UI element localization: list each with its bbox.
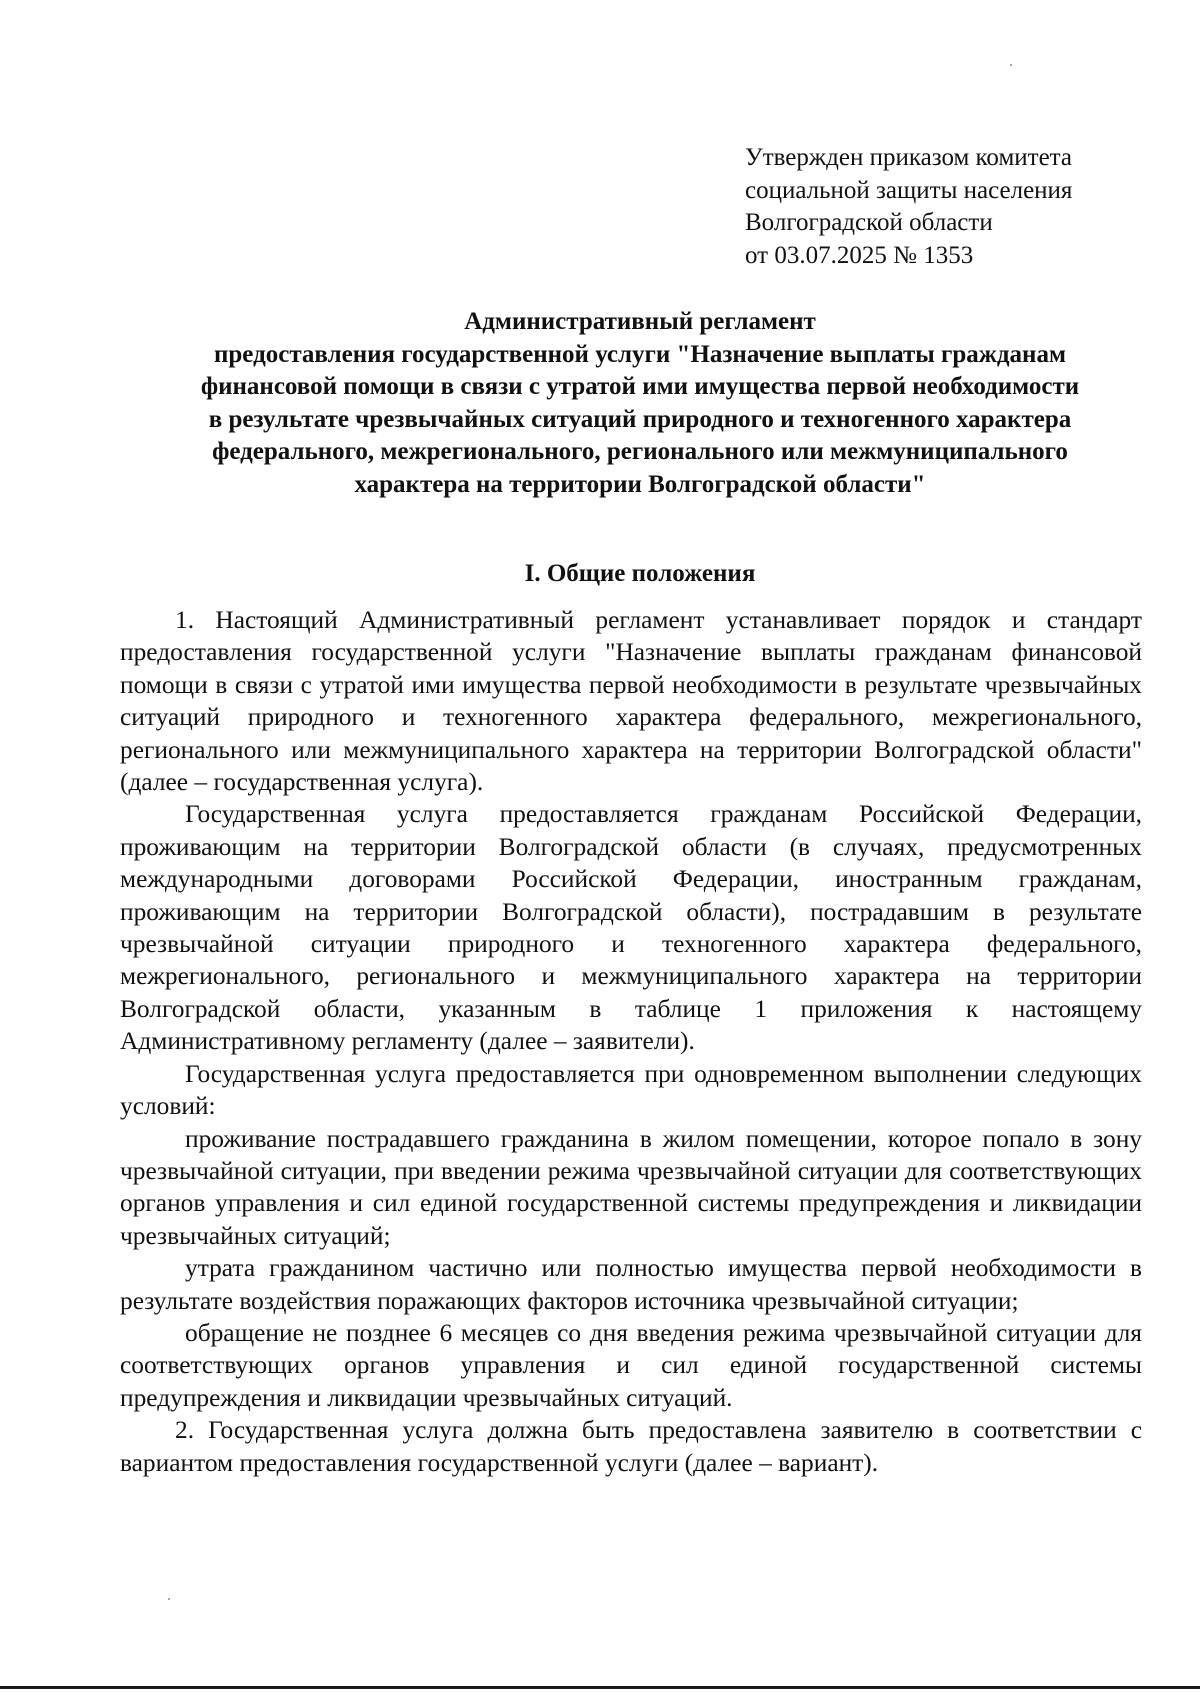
title-line: в результате чрезвычайных ситуаций природного и техногенного характера: [208, 405, 1072, 433]
section-heading: I. Общие положения: [524, 560, 756, 587]
approval-date-number: от 03.07.2025 № 1353: [745, 241, 974, 269]
paragraph-3: Государственная услуга предоставляется при одновременном выполнении следующих условий:: [120, 1059, 1142, 1121]
title-line: характера на территории Волгоградской области": [354, 470, 926, 498]
scan-edge-line: [0, 1686, 1200, 1689]
paragraph-condition-1: проживание пострадавшего гражданина в жилом помещении, которое попало в зону чрезвычайной ситуации, при введении режима чрезвычайной ситуации для соответствующих органов управления и сил единой государственной системы предупреждения и ликвидации чрезвычайных ситуаций;: [120, 1124, 1142, 1250]
paragraph-2-numbered: 2. Государственная услуга должна быть предоставлена заявителю в соответствии с вариантом предоставления государственной услуги (далее – вариант).: [120, 1416, 1142, 1477]
paragraph-1: 1. Настоящий Административный регламент устанавливает порядок и стандарт предоставления государственной услуги "Назначение выплаты гражданам финансовой помощи в связи с утратой ими имущества первой необходимости в результате чрезвычайных ситуаций природного и техногенного характера федерального, межрегионального, регионального или межмуниципального характера на территории Волгоградской области" (далее – государственная услуга).: [120, 606, 1142, 797]
paragraph-condition-3: обращение не позднее 6 месяцев со дня введения режима чрезвычайной ситуации для соответствующих органов управления и сил единой государственной системы предупреждения и ликвидации чрезвычайных ситуаций.: [120, 1318, 1142, 1412]
title-line: финансовой помощи в связи с утратой ими имущества первой необходимости: [200, 373, 1080, 400]
title-line: федерального, межрегионального, регионального или межмуниципального: [212, 438, 1068, 465]
scan-speck: [1010, 64, 1012, 66]
approval-stamp: [745, 142, 1165, 272]
document-body: [120, 604, 1142, 1479]
document-title: [120, 306, 1160, 501]
approval-line: Волгоградской области: [745, 209, 993, 236]
paragraph-condition-2: утрата гражданином частично или полностью имущества первой необходимости в результате воздействия поражающих факторов источника чрезвычайной ситуации;: [120, 1254, 1142, 1315]
title-line: Административный регламент: [464, 308, 816, 335]
paragraph-2: Государственная услуга предоставляется гражданам Российской Федерации, проживающим на территории Волгоградской области (в случаях, предусмотренных международными договорами Российской Федерации, иностранным гражданам, проживающим на территории Волгоградской области), пострадавшим в результате чрезвычайной ситуации природного и техногенного характера федерального, межрегионального, регионального и межмуниципального характера на территории Волгоградской области, указанным в таблице 1 приложения к настоящему Административному регламенту (далее – заявители).: [120, 800, 1142, 1056]
scan-speck: [168, 1598, 170, 1600]
approval-line: социальной защиты населения: [745, 176, 1073, 204]
approval-line: Утвержден приказом комитета: [745, 144, 1072, 171]
title-line: предоставления государственной услуги "Назначение выплаты гражданам: [214, 340, 1066, 368]
